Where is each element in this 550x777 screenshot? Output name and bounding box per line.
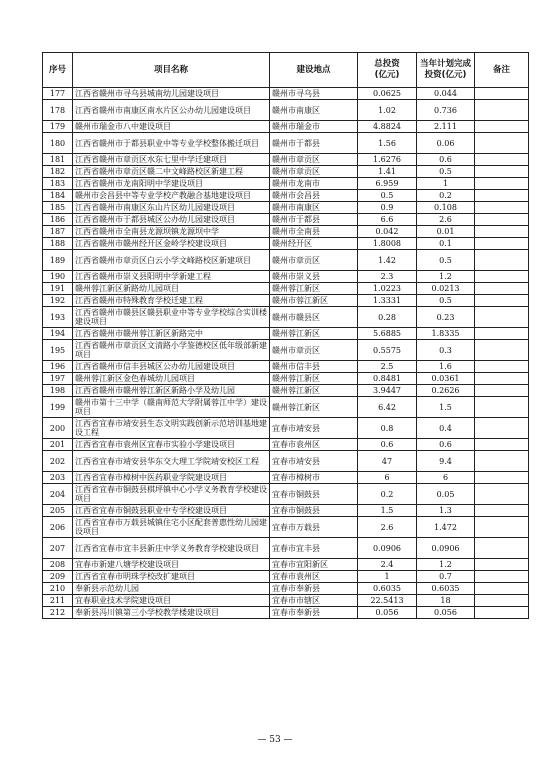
row-plan-investment: 0.1 [417, 238, 475, 250]
row-total-investment: 0.6 [358, 439, 417, 451]
row-seq: 190 [43, 271, 73, 283]
row-seq: 203 [43, 472, 73, 484]
row-seq: 195 [43, 340, 73, 361]
row-location: 赣州市会昌县 [270, 190, 358, 202]
row-seq: 179 [43, 121, 73, 133]
row-project-name: 赣州市瑞金市八中建设项目 [73, 121, 270, 133]
row-plan-investment: 0.0213 [417, 283, 475, 295]
table-row [43, 271, 529, 283]
row-total-investment: 0.8 [358, 418, 417, 439]
row-location: 赣州市于都县 [270, 214, 358, 226]
row-project-name: 奉新县示范幼儿园 [73, 583, 270, 595]
row-project-name: 江西省赣州市特殊教育学校迁建工程 [73, 295, 270, 307]
row-project-name: 江西省赣州市全南县龙源坝镇龙源坝中学 [73, 226, 270, 238]
row-location: 赣州市蓉江新区 [270, 295, 358, 307]
table-row [43, 295, 529, 307]
row-total-investment: 2.5 [358, 361, 417, 373]
row-location: 赣州市全南县 [270, 226, 358, 238]
row-plan-investment: 6 [417, 472, 475, 484]
table-row [43, 538, 529, 559]
row-seq: 177 [43, 88, 73, 100]
table-row [43, 202, 529, 214]
row-seq: 194 [43, 328, 73, 340]
row-remark [475, 100, 529, 121]
row-plan-investment: 0.5 [417, 166, 475, 178]
row-remark [475, 505, 529, 517]
row-location: 宜春市市辖区 [270, 595, 358, 607]
row-remark [475, 307, 529, 328]
row-project-name: 赣州蓉江新区金色春城幼儿园项目 [73, 373, 270, 385]
row-location: 赣州市信丰县 [270, 361, 358, 373]
row-plan-investment: 1.8335 [417, 328, 475, 340]
row-remark [475, 361, 529, 373]
row-seq: 210 [43, 583, 73, 595]
row-remark [475, 166, 529, 178]
row-project-name: 江西省宜春市靖安县生态文明实践创新示范培训基地建设工程 [73, 418, 270, 439]
page-number: — 53 — [257, 735, 293, 745]
row-seq: 199 [43, 397, 73, 418]
table-row [43, 397, 529, 418]
row-total-investment: 1.6276 [358, 154, 417, 166]
row-seq: 209 [43, 571, 73, 583]
row-plan-investment: 0.6 [417, 439, 475, 451]
table-row [43, 484, 529, 505]
row-plan-investment: 0.7 [417, 571, 475, 583]
row-total-investment: 0.9 [358, 202, 417, 214]
row-remark [475, 154, 529, 166]
table-row [43, 250, 529, 271]
row-location: 宜春市袁州区 [270, 439, 358, 451]
row-total-investment: 1.3331 [358, 295, 417, 307]
row-project-name: 江西省赣州市赣县区赣县职业中等专业学校综合实训楼建设项目 [73, 307, 270, 328]
row-seq: 192 [43, 295, 73, 307]
row-project-name: 江西省宜春市铜鼓县棋坪镇中心小学义务教育学校建设项目 [73, 484, 270, 505]
row-remark [475, 607, 529, 619]
row-remark [475, 226, 529, 238]
table-row [43, 100, 529, 121]
table-row [43, 373, 529, 385]
row-total-investment: 0.042 [358, 226, 417, 238]
row-location: 赣州市寻乌县 [270, 88, 358, 100]
row-location: 赣州蓉江新区 [270, 385, 358, 397]
row-seq: 193 [43, 307, 73, 328]
row-seq: 205 [43, 505, 73, 517]
row-total-investment: 0.2 [358, 484, 417, 505]
table-row [43, 418, 529, 439]
row-remark [475, 271, 529, 283]
row-total-investment: 4.8824 [358, 121, 417, 133]
row-total-investment: 5.6885 [358, 328, 417, 340]
row-location: 宜春市宜阳新区 [270, 559, 358, 571]
row-plan-investment: 1 [417, 178, 475, 190]
table-row [43, 472, 529, 484]
row-seq: 201 [43, 439, 73, 451]
row-project-name: 江西省赣州市寻乌县城南幼儿园建设项目 [73, 88, 270, 100]
table-row [43, 505, 529, 517]
row-project-name: 江西省赣州市章贡区赣二中文峰路校区新建工程 [73, 166, 270, 178]
row-location: 赣州市瑞金市 [270, 121, 358, 133]
row-plan-investment: 0.5 [417, 295, 475, 307]
row-seq: 196 [43, 361, 73, 373]
row-remark [475, 340, 529, 361]
row-total-investment: 0.5575 [358, 340, 417, 361]
row-location: 赣州市于都县 [270, 133, 358, 154]
table-row [43, 340, 529, 361]
row-total-investment: 2.6 [358, 517, 417, 538]
row-location: 宜春市奉新县 [270, 607, 358, 619]
row-seq: 191 [43, 283, 73, 295]
row-plan-investment: 0.6035 [417, 583, 475, 595]
row-project-name: 江西省宜春市袁州区宜春市实验小学建设项目 [73, 439, 270, 451]
row-project-name: 奉新县冯川镇第三小学校教学楼建设项目 [73, 607, 270, 619]
table-row [43, 607, 529, 619]
row-location: 赣州市章贡区 [270, 154, 358, 166]
table-row [43, 178, 529, 190]
row-total-investment: 1.56 [358, 133, 417, 154]
row-location: 赣州市赣县区 [270, 307, 358, 328]
row-project-name: 江西省赣州市章贡区文清路小学鉴德校区低年级部新建项目 [73, 340, 270, 361]
row-remark [475, 439, 529, 451]
row-remark [475, 373, 529, 385]
row-seq: 204 [43, 484, 73, 505]
row-location: 宜春市万载县 [270, 517, 358, 538]
table-row [43, 283, 529, 295]
row-plan-investment: 0.108 [417, 202, 475, 214]
row-total-investment: 6 [358, 472, 417, 484]
row-remark [475, 583, 529, 595]
row-seq: 198 [43, 385, 73, 397]
row-project-name: 赣州市第十三中学（赣南师范大学附属蓉江中学）建设项目 [73, 397, 270, 418]
row-total-investment: 6.959 [358, 178, 417, 190]
row-remark [475, 295, 529, 307]
row-project-name: 宜春市新建八塘学校建设项目 [73, 559, 270, 571]
row-location: 赣州蓉江新区 [270, 283, 358, 295]
table-row [43, 559, 529, 571]
row-project-name: 江西省宜春市樟树中医药职业学院建设项目 [73, 472, 270, 484]
row-seq: 212 [43, 607, 73, 619]
header-remark: 备注 [475, 53, 529, 88]
row-location: 宜春市靖安县 [270, 418, 358, 439]
row-seq: 200 [43, 418, 73, 439]
row-total-investment: 0.28 [358, 307, 417, 328]
row-remark [475, 571, 529, 583]
row-project-name: 江西省赣州市赣州经开区金岭学校建设项目 [73, 238, 270, 250]
row-total-investment: 0.0625 [358, 88, 417, 100]
row-location: 宜春市宜丰县 [270, 538, 358, 559]
row-total-investment: 3.9447 [358, 385, 417, 397]
row-seq: 185 [43, 202, 73, 214]
row-project-name: 赣州市会昌县中等专业学校产教融合基地建设项目 [73, 190, 270, 202]
row-total-investment: 2.4 [358, 559, 417, 571]
row-project-name: 江西省赣州市赣州蓉江新区新路小学及幼儿园 [73, 385, 270, 397]
row-location: 宜春市奉新县 [270, 583, 358, 595]
row-total-investment: 0.0906 [358, 538, 417, 559]
row-total-investment: 22.5413 [358, 595, 417, 607]
row-project-name: 江西省宜春市靖安县华东交大理工学院靖安校区工程 [73, 451, 270, 472]
row-location: 赣州市章贡区 [270, 250, 358, 271]
table-row [43, 166, 529, 178]
row-plan-investment: 0.23 [417, 307, 475, 328]
table-row [43, 238, 529, 250]
row-project-name: 江西省赣州市赣州蓉江新区新路完中 [73, 328, 270, 340]
row-total-investment: 1.0223 [358, 283, 417, 295]
table-row [43, 361, 529, 373]
row-plan-investment: 0.0361 [417, 373, 475, 385]
row-location: 宜春市铜鼓县 [270, 484, 358, 505]
row-remark [475, 472, 529, 484]
row-total-investment: 6.6 [358, 214, 417, 226]
row-total-investment: 2.3 [358, 271, 417, 283]
row-project-name: 江西省赣州市南康区东山片区幼儿园建设项目 [73, 202, 270, 214]
row-remark [475, 451, 529, 472]
row-plan-investment: 0.2626 [417, 385, 475, 397]
row-plan-investment: 1.6 [417, 361, 475, 373]
table-header-row [43, 53, 529, 88]
row-remark [475, 178, 529, 190]
row-seq: 180 [43, 133, 73, 154]
row-seq: 187 [43, 226, 73, 238]
row-total-investment: 1.41 [358, 166, 417, 178]
row-location: 赣州蓉江新区 [270, 328, 358, 340]
row-project-name: 江西省赣州市章贡区水东七里中学迁建项目 [73, 154, 270, 166]
row-seq: 207 [43, 538, 73, 559]
row-project-name: 江西省赣州市崇义县阳明中学新建工程 [73, 271, 270, 283]
row-plan-investment: 0.044 [417, 88, 475, 100]
row-location: 赣州经开区 [270, 238, 358, 250]
row-location: 赣州市南康区 [270, 100, 358, 121]
row-total-investment: 1.42 [358, 250, 417, 271]
table-row [43, 307, 529, 328]
row-plan-investment: 1.2 [417, 559, 475, 571]
row-total-investment: 1 [358, 571, 417, 583]
row-project-name: 江西省宜春市宜丰县新庄中学义务教育学校建设项目 [73, 538, 270, 559]
row-remark [475, 214, 529, 226]
row-plan-investment: 18 [417, 595, 475, 607]
row-plan-investment: 1.5 [417, 397, 475, 418]
header-seq: 序号 [43, 53, 73, 88]
row-remark [475, 190, 529, 202]
row-remark [475, 121, 529, 133]
row-seq: 202 [43, 451, 73, 472]
row-total-investment: 1.8008 [358, 238, 417, 250]
row-total-investment: 0.8481 [358, 373, 417, 385]
row-project-name: 江西省赣州市章贡区白云小学文峰路校区新建项目 [73, 250, 270, 271]
row-remark [475, 238, 529, 250]
header-total-investment: 总投资 (亿元) [358, 53, 417, 88]
table-row [43, 226, 529, 238]
table-row [43, 385, 529, 397]
row-seq: 208 [43, 559, 73, 571]
row-plan-investment: 2.6 [417, 214, 475, 226]
row-remark [475, 328, 529, 340]
row-project-name: 江西省赣州市南康区南水片区公办幼儿园建设项目 [73, 100, 270, 121]
row-plan-investment: 0.0906 [417, 538, 475, 559]
row-project-name: 宜春职业技术学院建设项目 [73, 595, 270, 607]
row-remark [475, 202, 529, 214]
header-location: 建设地点 [270, 53, 358, 88]
table-row [43, 583, 529, 595]
row-project-name: 江西省赣州市信丰县城区公办幼儿园建设项目 [73, 361, 270, 373]
table-row [43, 214, 529, 226]
row-location: 宜春市樟树市 [270, 472, 358, 484]
table-row [43, 451, 529, 472]
row-plan-investment: 0.06 [417, 133, 475, 154]
row-location: 宜春市铜鼓县 [270, 505, 358, 517]
table-body [43, 88, 529, 619]
row-location: 赣州蓉江新区 [270, 373, 358, 385]
row-total-investment: 47 [358, 451, 417, 472]
row-remark [475, 559, 529, 571]
row-remark [475, 517, 529, 538]
row-seq: 183 [43, 178, 73, 190]
row-remark [475, 484, 529, 505]
project-table-container [42, 52, 528, 619]
row-seq: 178 [43, 100, 73, 121]
row-location: 赣州市章贡区 [270, 340, 358, 361]
table-row [43, 571, 529, 583]
row-plan-investment: 0.3 [417, 340, 475, 361]
table-row [43, 121, 529, 133]
row-remark [475, 133, 529, 154]
project-table [42, 52, 529, 619]
row-remark [475, 418, 529, 439]
row-plan-investment: 0.01 [417, 226, 475, 238]
row-total-investment: 0.6035 [358, 583, 417, 595]
row-seq: 197 [43, 373, 73, 385]
row-plan-investment: 1.472 [417, 517, 475, 538]
row-plan-investment: 1.2 [417, 271, 475, 283]
table-row [43, 517, 529, 538]
row-remark [475, 595, 529, 607]
row-seq: 188 [43, 238, 73, 250]
row-seq: 186 [43, 214, 73, 226]
row-plan-investment: 0.4 [417, 418, 475, 439]
row-location: 宜春市靖安县 [270, 451, 358, 472]
table-row [43, 439, 529, 451]
table-row [43, 328, 529, 340]
row-remark [475, 250, 529, 271]
row-plan-investment: 1.3 [417, 505, 475, 517]
row-location: 赣州蓉江新区 [270, 397, 358, 418]
row-seq: 184 [43, 190, 73, 202]
row-plan-investment: 2.111 [417, 121, 475, 133]
row-seq: 181 [43, 154, 73, 166]
row-total-investment: 0.5 [358, 190, 417, 202]
row-remark [475, 538, 529, 559]
row-plan-investment: 0.5 [417, 250, 475, 271]
row-total-investment: 1.5 [358, 505, 417, 517]
row-location: 赣州市龙南市 [270, 178, 358, 190]
table-row [43, 133, 529, 154]
row-total-investment: 1.02 [358, 100, 417, 121]
row-project-name: 江西省赣州市于都县职业中等专业学校整体搬迁项目 [73, 133, 270, 154]
row-plan-investment: 0.056 [417, 607, 475, 619]
row-remark [475, 397, 529, 418]
row-project-name: 江西省宜春市万载县城镇住宅小区配套普惠性幼儿园建设项目 [73, 517, 270, 538]
row-project-name: 赣州蓉江新区新路幼儿园项目 [73, 283, 270, 295]
row-project-name: 江西省宜春市铜鼓县职业中专学校建设项目 [73, 505, 270, 517]
row-remark [475, 385, 529, 397]
row-project-name: 江西省赣州市于都县城区公办幼儿园建设项目 [73, 214, 270, 226]
table-row [43, 154, 529, 166]
row-project-name: 江西省宜春市明珠学校改扩建项目 [73, 571, 270, 583]
row-plan-investment: 9.4 [417, 451, 475, 472]
row-remark [475, 283, 529, 295]
row-total-investment: 6.42 [358, 397, 417, 418]
row-seq: 211 [43, 595, 73, 607]
row-seq: 182 [43, 166, 73, 178]
header-plan-investment: 当年计划完成 投资(亿元) [417, 53, 475, 88]
row-plan-investment: 0.736 [417, 100, 475, 121]
table-row [43, 88, 529, 100]
row-plan-investment: 0.05 [417, 484, 475, 505]
row-seq: 206 [43, 517, 73, 538]
row-remark [475, 88, 529, 100]
row-project-name: 江西省赣州市龙南阳明中学建设项目 [73, 178, 270, 190]
header-name: 项目名称 [73, 53, 270, 88]
row-location: 赣州市南康区 [270, 202, 358, 214]
table-row [43, 595, 529, 607]
table-row [43, 190, 529, 202]
row-location: 宜春市袁州区 [270, 571, 358, 583]
row-seq: 189 [43, 250, 73, 271]
row-plan-investment: 0.6 [417, 154, 475, 166]
row-location: 赣州市崇义县 [270, 271, 358, 283]
row-location: 赣州市章贡区 [270, 166, 358, 178]
row-plan-investment: 0.2 [417, 190, 475, 202]
row-total-investment: 0.056 [358, 607, 417, 619]
